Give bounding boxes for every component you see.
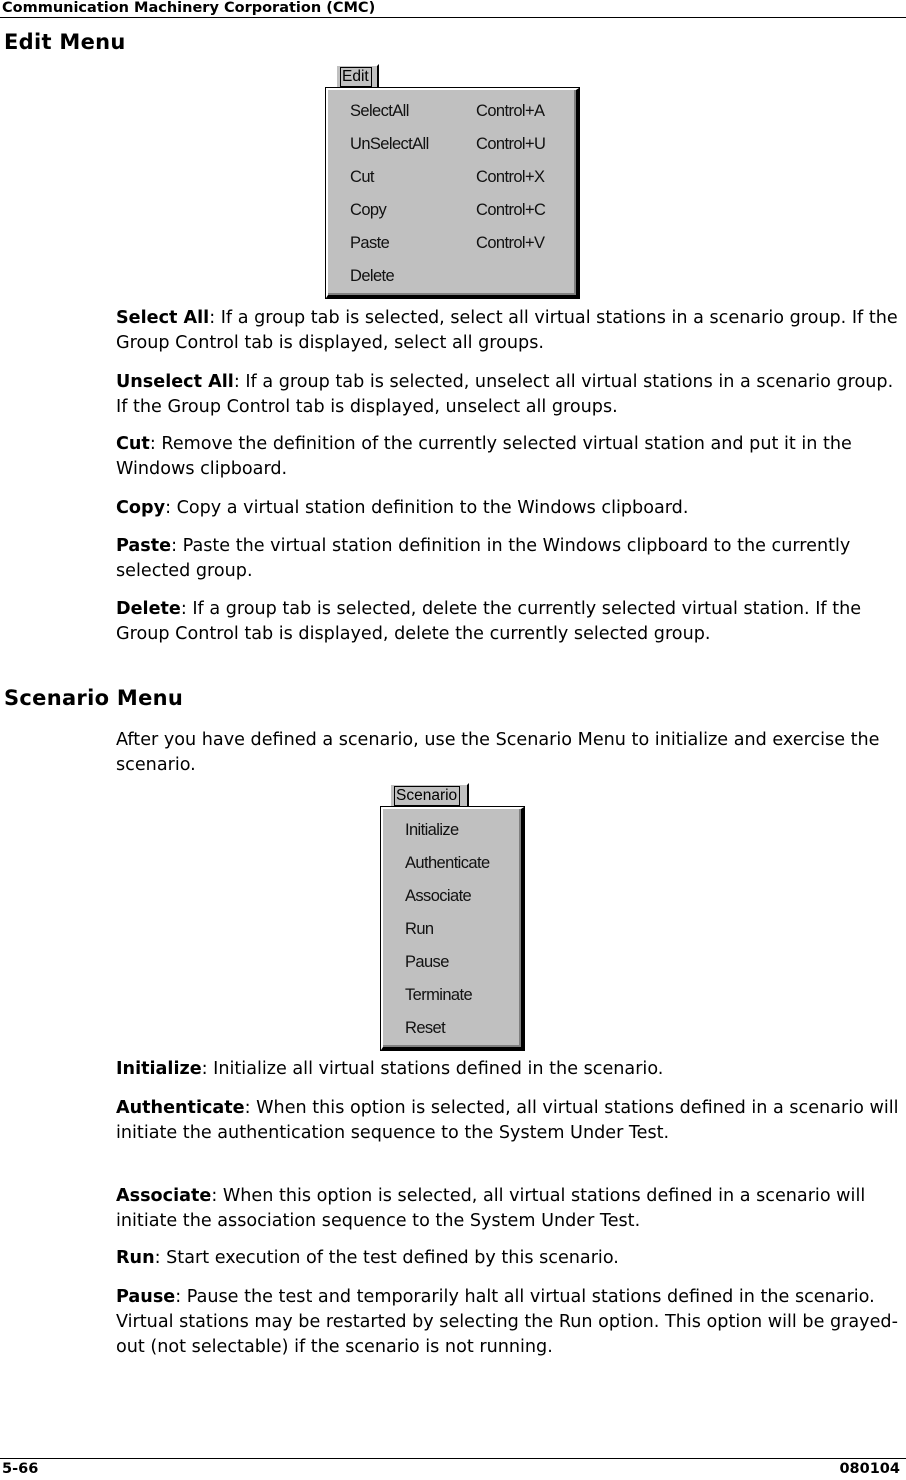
menu-item-shortcut: Control+U: [476, 135, 546, 153]
definition: : Start execution of the test defined by this scenario.: [154, 1248, 619, 1268]
desc-select-all: [116, 306, 906, 356]
desc-authenticate: [116, 1096, 906, 1146]
scenario-menu-tab: [389, 783, 469, 809]
scenario-intro: After you have defined a scenario, use the Scenario Menu to initialize and exercise the scenario.: [116, 730, 880, 775]
scenario-menu-screenshot: [380, 783, 525, 1051]
term: Authenticate: [116, 1098, 245, 1118]
running-header: [0, 0, 906, 18]
term: Delete: [116, 599, 181, 619]
menu-item-reset: [383, 1015, 521, 1048]
term: Cut: [116, 434, 150, 454]
edit-menu-screenshot: [325, 64, 580, 299]
desc-paste: [116, 534, 906, 584]
term: Run: [116, 1248, 155, 1268]
menu-item-associate: [383, 883, 521, 916]
definition: : If a group tab is selected, select all virtual stations in a scenario group. If the Group Control tab is displayed, select all groups.: [116, 308, 898, 353]
menu-item-label: SelectAll: [350, 102, 409, 120]
menu-item-terminate: [383, 982, 521, 1015]
definition: : Initialize all virtual stations defined in the scenario.: [201, 1059, 664, 1079]
desc-initialize: [116, 1057, 906, 1082]
page-number: 5-66: [2, 1461, 39, 1477]
definition: : If a group tab is selected, unselect all virtual stations in a scenario group. If the Group Control tab is displayed, unselect all groups.: [116, 372, 894, 417]
menu-item-run: [383, 916, 521, 949]
desc-run: [116, 1246, 906, 1271]
doc-code: 080104: [839, 1461, 900, 1477]
menu-item-label: Cut: [350, 168, 374, 186]
definition: : Pause the test and temporarily halt all virtual stations defined in the scenario. Virtual stations may be restarted by selecting the Run option. This option will be grayed-out (not selectable) if the scenario is not running.: [116, 1287, 898, 1357]
menu-item-label: Terminate: [405, 986, 473, 1004]
menu-item-label: Pause: [405, 953, 449, 971]
definition: : When this option is selected, all virtual stations defined in a scenario will initiate the authentication sequence to the System Under Test.: [116, 1098, 899, 1143]
menu-item-shortcut: Control+V: [476, 234, 545, 252]
menu-item-paste: [328, 230, 576, 263]
definition: : When this option is selected, all virtual stations defined in a scenario will initiate the association sequence to the System Under Test.: [116, 1186, 866, 1231]
menu-item-copy: [328, 197, 576, 230]
definition: : Copy a virtual station definition to the Windows clipboard.: [165, 498, 689, 518]
menu-item-label: Delete: [350, 267, 395, 285]
menu-item-label: Paste: [350, 234, 390, 252]
desc-copy: [116, 496, 906, 521]
scenario-menu-panel: [381, 807, 524, 1050]
menu-item-shortcut: Control+A: [476, 102, 545, 120]
running-footer: [0, 1458, 906, 1480]
edit-menu-tab-label: Edit: [340, 67, 372, 87]
term: Pause: [116, 1287, 176, 1307]
term: Initialize: [116, 1059, 202, 1079]
scenario-menu-tab-label: Scenario: [394, 786, 460, 806]
menu-item-label: Run: [405, 920, 434, 938]
menu-item-pause: [383, 949, 521, 982]
definition: : If a group tab is selected, delete the currently selected virtual station. If the Group Control tab is displayed, delete the currently selected group.: [116, 599, 862, 644]
desc-associate: [116, 1184, 906, 1234]
menu-item-unselect-all: [328, 131, 576, 164]
term: Copy: [116, 498, 166, 518]
desc-pause: [116, 1285, 906, 1360]
menu-item-delete: [328, 263, 576, 296]
edit-menu-tab: [335, 64, 379, 90]
term: Unselect All: [116, 372, 234, 392]
menu-item-shortcut: Control+C: [476, 201, 546, 219]
definition: : Remove the definition of the currently selected virtual station and put it in the Windows clipboard.: [116, 434, 852, 479]
menu-item-label: Copy: [350, 201, 387, 219]
term: Paste: [116, 536, 172, 556]
menu-item-authenticate: [383, 850, 521, 883]
term: Associate: [116, 1186, 212, 1206]
desc-unselect-all: [116, 370, 906, 420]
term: Select All: [116, 308, 210, 328]
desc-delete: [116, 597, 906, 647]
menu-item-select-all: [328, 98, 576, 131]
menu-item-label: Initialize: [405, 821, 459, 839]
header-company: Communication Machinery Corporation (CMC): [2, 0, 376, 16]
menu-item-label: Associate: [405, 887, 472, 905]
menu-item-label: UnSelectAll: [350, 135, 429, 153]
desc-cut: [116, 432, 906, 482]
menu-item-shortcut: Control+X: [476, 168, 545, 186]
definition: : Paste the virtual station definition in the Windows clipboard to the currently selected group.: [116, 536, 851, 581]
menu-item-label: Authenticate: [405, 854, 490, 872]
menu-item-initialize: [383, 817, 521, 850]
menu-item-cut: [328, 164, 576, 197]
scenario-menu-heading: Scenario Menu: [4, 686, 184, 710]
menu-item-label: Reset: [405, 1019, 446, 1037]
edit-menu-heading: Edit Menu: [4, 30, 126, 54]
edit-menu-panel: [326, 88, 579, 298]
